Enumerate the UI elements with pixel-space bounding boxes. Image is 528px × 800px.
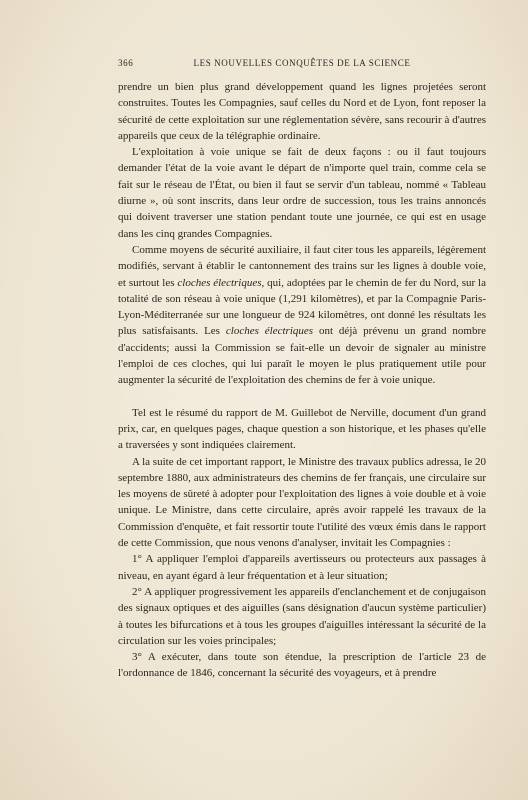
- paragraph-text: Comme moyens de sécurité auxiliaire, il faut citer tous les appareils, légèrement modifiés, servant à établir le cantonnement des trains sur les lignes à double voie, et surtout les: [118, 243, 486, 289]
- paragraph-4: [118, 405, 486, 454]
- italic-term: cloches électriques: [177, 276, 262, 289]
- paragraph-5: [118, 454, 486, 552]
- list-item-1: [118, 551, 486, 584]
- paragraph-text: Tel est le résumé du rapport de M. Guillebot de Nerville, document d'un grand prix, car, en quelques pages, chaque question a son historique, et les phases qu'elle a traversées y sont indiquées clairement.: [118, 406, 486, 452]
- paragraph-text: A la suite de cet important rapport, le Ministre des travaux publics adressa, le 20 septembre 1880, aux administrateurs des chemins de fer français, une circulaire sur les moyens de sûreté à adopter pour l'exploitation des lignes à voie double et à voie unique. Le Ministre, dans cette circulaire, après avoir rappelé les travaux de la Commission d'enquête, et fait ressortir toute l'utilité des vœux émis dans le rapport de cette Commission, que nous venons d'analyser, invitait les Compagnies :: [118, 455, 486, 550]
- paragraph-text: ont déjà prévenu un grand nombre d'accidents; aussi la Commission se fait-elle un devoir de signaler au ministre l'emploi de ces cloches, qui lui paraît le moyen le plus pratiquement utile pour augmenter la sécurité de l'exploitation des chemins de fer à voie unique.: [118, 325, 486, 387]
- paragraph-text: prendre un bien plus grand développement quand les lignes projetées seront construites. Toutes les Compagnies, sauf celles du Nord et de Lyon, font reposer la sécurité de cette exploitation sur une réglementation sévère, sans recourir à d'autres appareils que ceux de la télégraphie ordinaire.: [118, 81, 486, 142]
- body-text: [118, 79, 486, 682]
- italic-term: cloches électriques: [225, 325, 314, 338]
- paragraph-text: 1° A appliquer l'emploi d'appareils avertisseurs ou protecteurs aux passages à niveau, en ayant égard à leur fréquentation et à leur situation;: [118, 553, 486, 582]
- paragraph-text: 3° A exécuter, dans toute son étendue, la prescription de l'article 23 de l'ordonnance de 1846, concernant la sécurité des voyageurs, et à prendre: [118, 651, 486, 680]
- list-item-3: [118, 649, 486, 682]
- paragraph-3: [118, 242, 486, 389]
- paragraph-1: [118, 79, 486, 144]
- running-header: [118, 58, 486, 72]
- paragraph-text: , qui, adoptées par le chemin de fer du Nord, sur la totalité de son réseau à voie unique (1,291 kilomètres), et par la Compagnie Paris-Lyon-Méditerranée sur une longueur de 924 kilomètres, ont donné les résultats les plus satisfaisants. Les: [118, 276, 486, 338]
- paragraph-2: [118, 144, 486, 242]
- paragraph-text: 2° A appliquer progressivement les appareils d'enclanchement et de conjugaison des signaux optiques et des aiguilles (sans désignation d'aucun système particulier) à toutes les bifurcations et à tous les groupes d'aiguilles intéressant la sécurité de la circulation sur les voies principales;: [118, 585, 486, 647]
- paragraph-text: L'exploitation à voie unique se fait de deux façons : ou il faut toujours demander l'état de la voie avant le départ de n'importe quel train, comme cela se fait sur le réseau de l'État, ou bien il faut se servir d'un tableau, nommé « Tableau diurne », où sont inscrits, dans leur ordre de succession, tous les trains annoncés qui doivent traverser une station pendant toute une journée, ce qui est en usage dans les cinq grandes Compagnies.: [118, 146, 486, 240]
- page-number: 366: [118, 58, 134, 68]
- list-item-2: [118, 584, 486, 649]
- running-title: LES NOUVELLES CONQUÊTES DE LA SCIENCE: [193, 58, 411, 68]
